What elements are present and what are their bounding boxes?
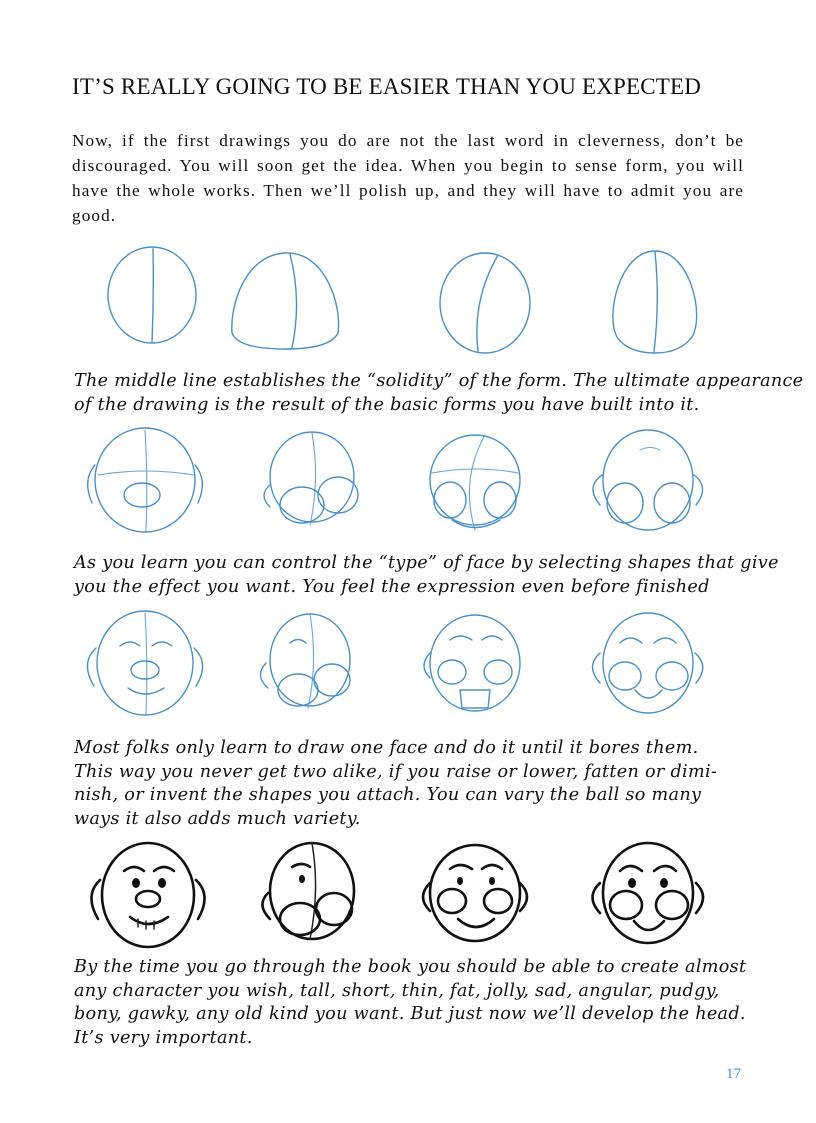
caption-4-line-1: By the time you go through the book you should be able to create almost	[74, 957, 747, 977]
head-shape-2	[232, 253, 339, 349]
page-number: 17	[726, 1066, 741, 1082]
caption-1	[74, 370, 804, 417]
head-sketch-6	[264, 432, 358, 525]
inked-face-16	[593, 843, 704, 943]
caption-1-line-2: of the drawing is the result of the basic forms you have built into it.	[74, 394, 700, 415]
caption-4-line-3: bony, gawky, any old kind you want. But just now we’ll develop the head.	[74, 1004, 746, 1024]
face-sketch-11	[424, 615, 520, 711]
head-shape-1	[108, 247, 196, 343]
caption-3-line-4: ways it also adds much variety.	[74, 808, 361, 829]
caption-1-line-1: The middle line establishes the “solidity” of the form. The ultimate appearance	[74, 371, 804, 391]
head-sketch-8	[593, 430, 703, 530]
attached-shapes-illustration	[80, 425, 740, 545]
caption-4-line-4: It’s very important.	[74, 1027, 253, 1048]
sketch-row-refined-faces	[80, 608, 740, 728]
caption-3-line-1: Most folks only learn to draw one face and do it until it bores them.	[74, 738, 699, 758]
head-sketch-7	[430, 435, 520, 530]
head-sketch-5	[88, 428, 203, 532]
face-sketch-9	[87, 611, 202, 715]
caption-2-line-2: you the effect you want. You feel the expression even before finished	[74, 576, 710, 597]
basic-shapes-illustration	[80, 245, 740, 365]
inked-face-13	[91, 843, 204, 947]
caption-4-line-2: any character you wish, tall, short, thin, fat, jolly, sad, angular, pudgy,	[74, 980, 720, 1001]
inked-face-15	[423, 845, 527, 941]
caption-3-line-3: nish, or invent the shapes you attach. You can vary the ball so many	[74, 785, 702, 805]
head-shape-4	[613, 251, 697, 353]
intro-paragraph: Now, if the first drawings you do are not the last word in cleverness, don’t be discouraged. You will soon get the idea. When you begin to sense form, you will have the whole works. Then we’ll polish up, and they will have to admit you are good.	[72, 131, 744, 225]
face-sketch-10	[260, 614, 350, 708]
page-title: IT’S REALLY GOING TO BE EASIER THAN YOU EXPECTED	[72, 74, 702, 99]
sketch-row-attached-shapes	[80, 425, 740, 545]
inked-faces-illustration	[80, 835, 740, 955]
sketch-row-inked-faces	[80, 835, 740, 955]
sketch-row-basic-shapes	[80, 245, 740, 365]
inked-face-14	[262, 843, 354, 939]
caption-3-line-2: This way you never get two alike, if you raise or lower, fatten or dimi-	[74, 761, 718, 782]
head-shape-3	[440, 253, 530, 353]
caption-2	[74, 552, 779, 599]
caption-3	[74, 737, 754, 831]
refined-faces-illustration	[80, 608, 740, 728]
caption-4	[74, 956, 754, 1050]
caption-2-line-1: As you learn you can control the “type” of face by selecting shapes that give	[74, 553, 779, 573]
face-sketch-12	[593, 613, 703, 713]
